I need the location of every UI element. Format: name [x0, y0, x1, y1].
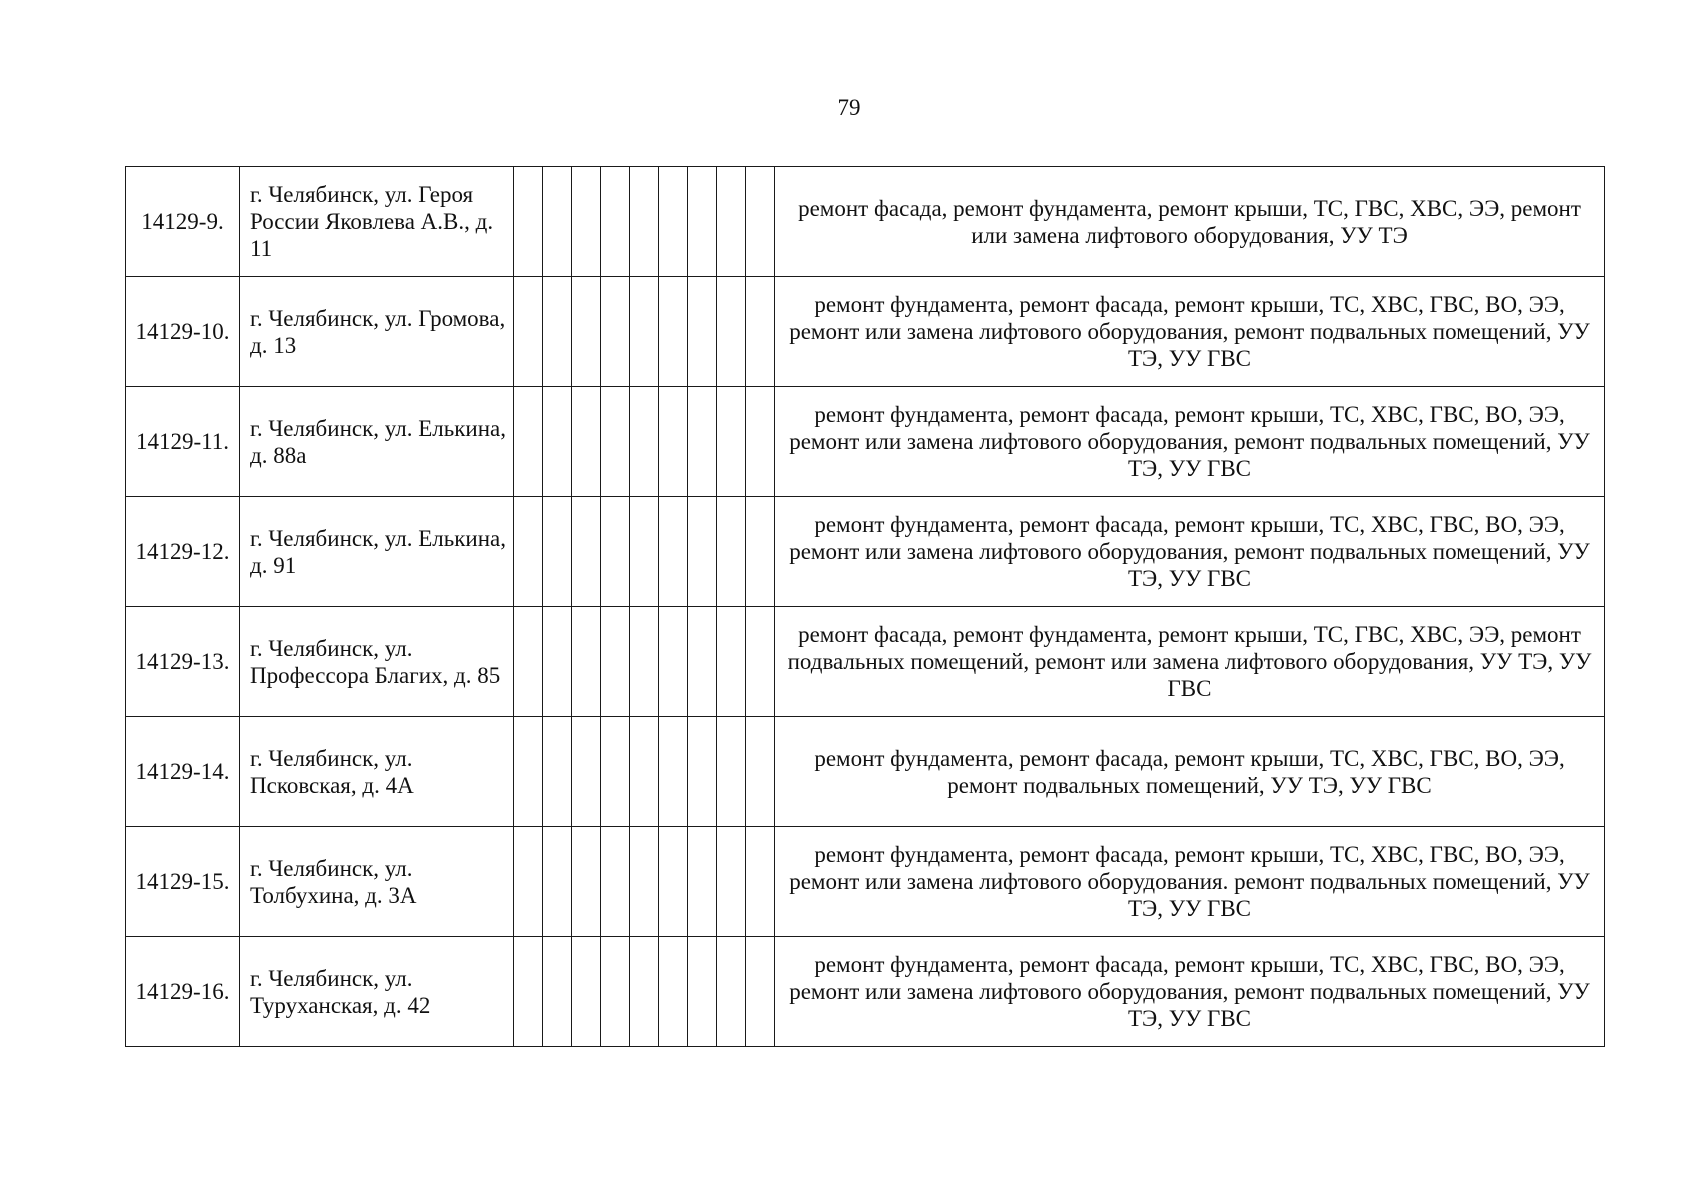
empty-cell [514, 387, 543, 497]
works-cell: ремонт фасада, ремонт фундамента, ремонт крыши, ТС, ГВС, ХВС, ЭЭ, ремонт или замена лифтового оборудования, УУ ТЭ [775, 167, 1605, 277]
table-row [126, 387, 1605, 497]
empty-cell [601, 497, 630, 607]
address-cell: г. Челябинск, ул. Туруханская, д. 42 [240, 937, 514, 1047]
empty-cell [601, 387, 630, 497]
empty-cell [717, 607, 746, 717]
empty-cell [572, 497, 601, 607]
empty-cell [572, 827, 601, 937]
empty-cell [746, 607, 775, 717]
address-cell: г. Челябинск, ул. Елькина, д. 88а [240, 387, 514, 497]
empty-cell [746, 937, 775, 1047]
empty-cell [572, 937, 601, 1047]
empty-cell [601, 937, 630, 1047]
row-number: 14129-12. [126, 497, 240, 607]
empty-cell [688, 167, 717, 277]
address-cell: г. Челябинск, ул. Громова, д. 13 [240, 277, 514, 387]
empty-cell [514, 607, 543, 717]
empty-cell [630, 937, 659, 1047]
empty-cell [630, 167, 659, 277]
empty-cell [514, 277, 543, 387]
empty-cell [717, 937, 746, 1047]
empty-cell [601, 827, 630, 937]
empty-cell [514, 827, 543, 937]
empty-cell [601, 277, 630, 387]
empty-cell [601, 717, 630, 827]
works-cell: ремонт фундамента, ремонт фасада, ремонт крыши, ТС, ХВС, ГВС, ВО, ЭЭ, ремонт подвальных помещений, УУ ТЭ, УУ ГВС [775, 717, 1605, 827]
empty-cell [717, 497, 746, 607]
row-number: 14129-14. [126, 717, 240, 827]
empty-cell [717, 387, 746, 497]
empty-cell [630, 607, 659, 717]
row-number: 14129-16. [126, 937, 240, 1047]
empty-cell [543, 387, 572, 497]
empty-cell [746, 167, 775, 277]
empty-cell [717, 717, 746, 827]
empty-cell [746, 497, 775, 607]
empty-cell [572, 717, 601, 827]
table-row [126, 277, 1605, 387]
empty-cell [659, 277, 688, 387]
table-row [126, 937, 1605, 1047]
empty-cell [572, 167, 601, 277]
empty-cell [688, 607, 717, 717]
row-number: 14129-13. [126, 607, 240, 717]
empty-cell [514, 717, 543, 827]
empty-cell [543, 827, 572, 937]
empty-cell [630, 387, 659, 497]
table-row [126, 827, 1605, 937]
empty-cell [688, 827, 717, 937]
address-cell: г. Челябинск, ул. Героя России Яковлева А.В., д. 11 [240, 167, 514, 277]
table-row [126, 717, 1605, 827]
table-row [126, 167, 1605, 277]
address-cell: г. Челябинск, ул. Толбухина, д. 3А [240, 827, 514, 937]
table-row [126, 607, 1605, 717]
empty-cell [630, 277, 659, 387]
row-number: 14129-10. [126, 277, 240, 387]
empty-cell [572, 607, 601, 717]
row-number: 14129-11. [126, 387, 240, 497]
empty-cell [659, 607, 688, 717]
row-number: 14129-9. [126, 167, 240, 277]
empty-cell [717, 277, 746, 387]
empty-cell [543, 937, 572, 1047]
works-table [125, 166, 1605, 1047]
empty-cell [630, 827, 659, 937]
empty-cell [543, 277, 572, 387]
empty-cell [514, 937, 543, 1047]
empty-cell [659, 937, 688, 1047]
works-cell: ремонт фундамента, ремонт фасада, ремонт крыши, ТС, ХВС, ГВС, ВО, ЭЭ, ремонт или замена лифтового оборудования. ремонт подвальных помещений, УУ ТЭ, УУ ГВС [775, 827, 1605, 937]
works-cell: ремонт фундамента, ремонт фасада, ремонт крыши, ТС, ХВС, ГВС, ВО, ЭЭ, ремонт или замена лифтового оборудования, ремонт подвальных помещений, УУ ТЭ, УУ ГВС [775, 387, 1605, 497]
empty-cell [514, 167, 543, 277]
empty-cell [746, 827, 775, 937]
works-cell: ремонт фасада, ремонт фундамента, ремонт крыши, ТС, ГВС, ХВС, ЭЭ, ремонт подвальных помещений, ремонт или замена лифтового оборудования, УУ ТЭ, УУ ГВС [775, 607, 1605, 717]
empty-cell [746, 277, 775, 387]
address-cell: г. Челябинск, ул. Псковская, д. 4А [240, 717, 514, 827]
empty-cell [688, 277, 717, 387]
empty-cell [601, 607, 630, 717]
empty-cell [630, 497, 659, 607]
table-row [126, 497, 1605, 607]
empty-cell [717, 827, 746, 937]
works-cell: ремонт фундамента, ремонт фасада, ремонт крыши, ТС, ХВС, ГВС, ВО, ЭЭ, ремонт или замена лифтового оборудования, ремонт подвальных помещений, УУ ТЭ, УУ ГВС [775, 277, 1605, 387]
empty-cell [543, 607, 572, 717]
empty-cell [746, 717, 775, 827]
empty-cell [688, 717, 717, 827]
empty-cell [746, 387, 775, 497]
empty-cell [688, 497, 717, 607]
works-cell: ремонт фундамента, ремонт фасада, ремонт крыши, ТС, ХВС, ГВС, ВО, ЭЭ, ремонт или замена лифтового оборудования, ремонт подвальных помещений, УУ ТЭ, УУ ГВС [775, 497, 1605, 607]
empty-cell [659, 387, 688, 497]
empty-cell [659, 717, 688, 827]
page-number: 79 [837, 95, 861, 120]
empty-cell [659, 827, 688, 937]
empty-cell [572, 387, 601, 497]
empty-cell [543, 497, 572, 607]
address-cell: г. Челябинск, ул. Профессора Благих, д. 85 [240, 607, 514, 717]
empty-cell [659, 167, 688, 277]
works-cell: ремонт фундамента, ремонт фасада, ремонт крыши, ТС, ХВС, ГВС, ВО, ЭЭ, ремонт или замена лифтового оборудования, ремонт подвальных помещений, УУ ТЭ, УУ ГВС [775, 937, 1605, 1047]
empty-cell [514, 497, 543, 607]
empty-cell [543, 717, 572, 827]
empty-cell [688, 387, 717, 497]
empty-cell [601, 167, 630, 277]
empty-cell [717, 167, 746, 277]
empty-cell [572, 277, 601, 387]
row-number: 14129-15. [126, 827, 240, 937]
empty-cell [630, 717, 659, 827]
empty-cell [543, 167, 572, 277]
address-cell: г. Челябинск, ул. Елькина, д. 91 [240, 497, 514, 607]
empty-cell [659, 497, 688, 607]
empty-cell [688, 937, 717, 1047]
